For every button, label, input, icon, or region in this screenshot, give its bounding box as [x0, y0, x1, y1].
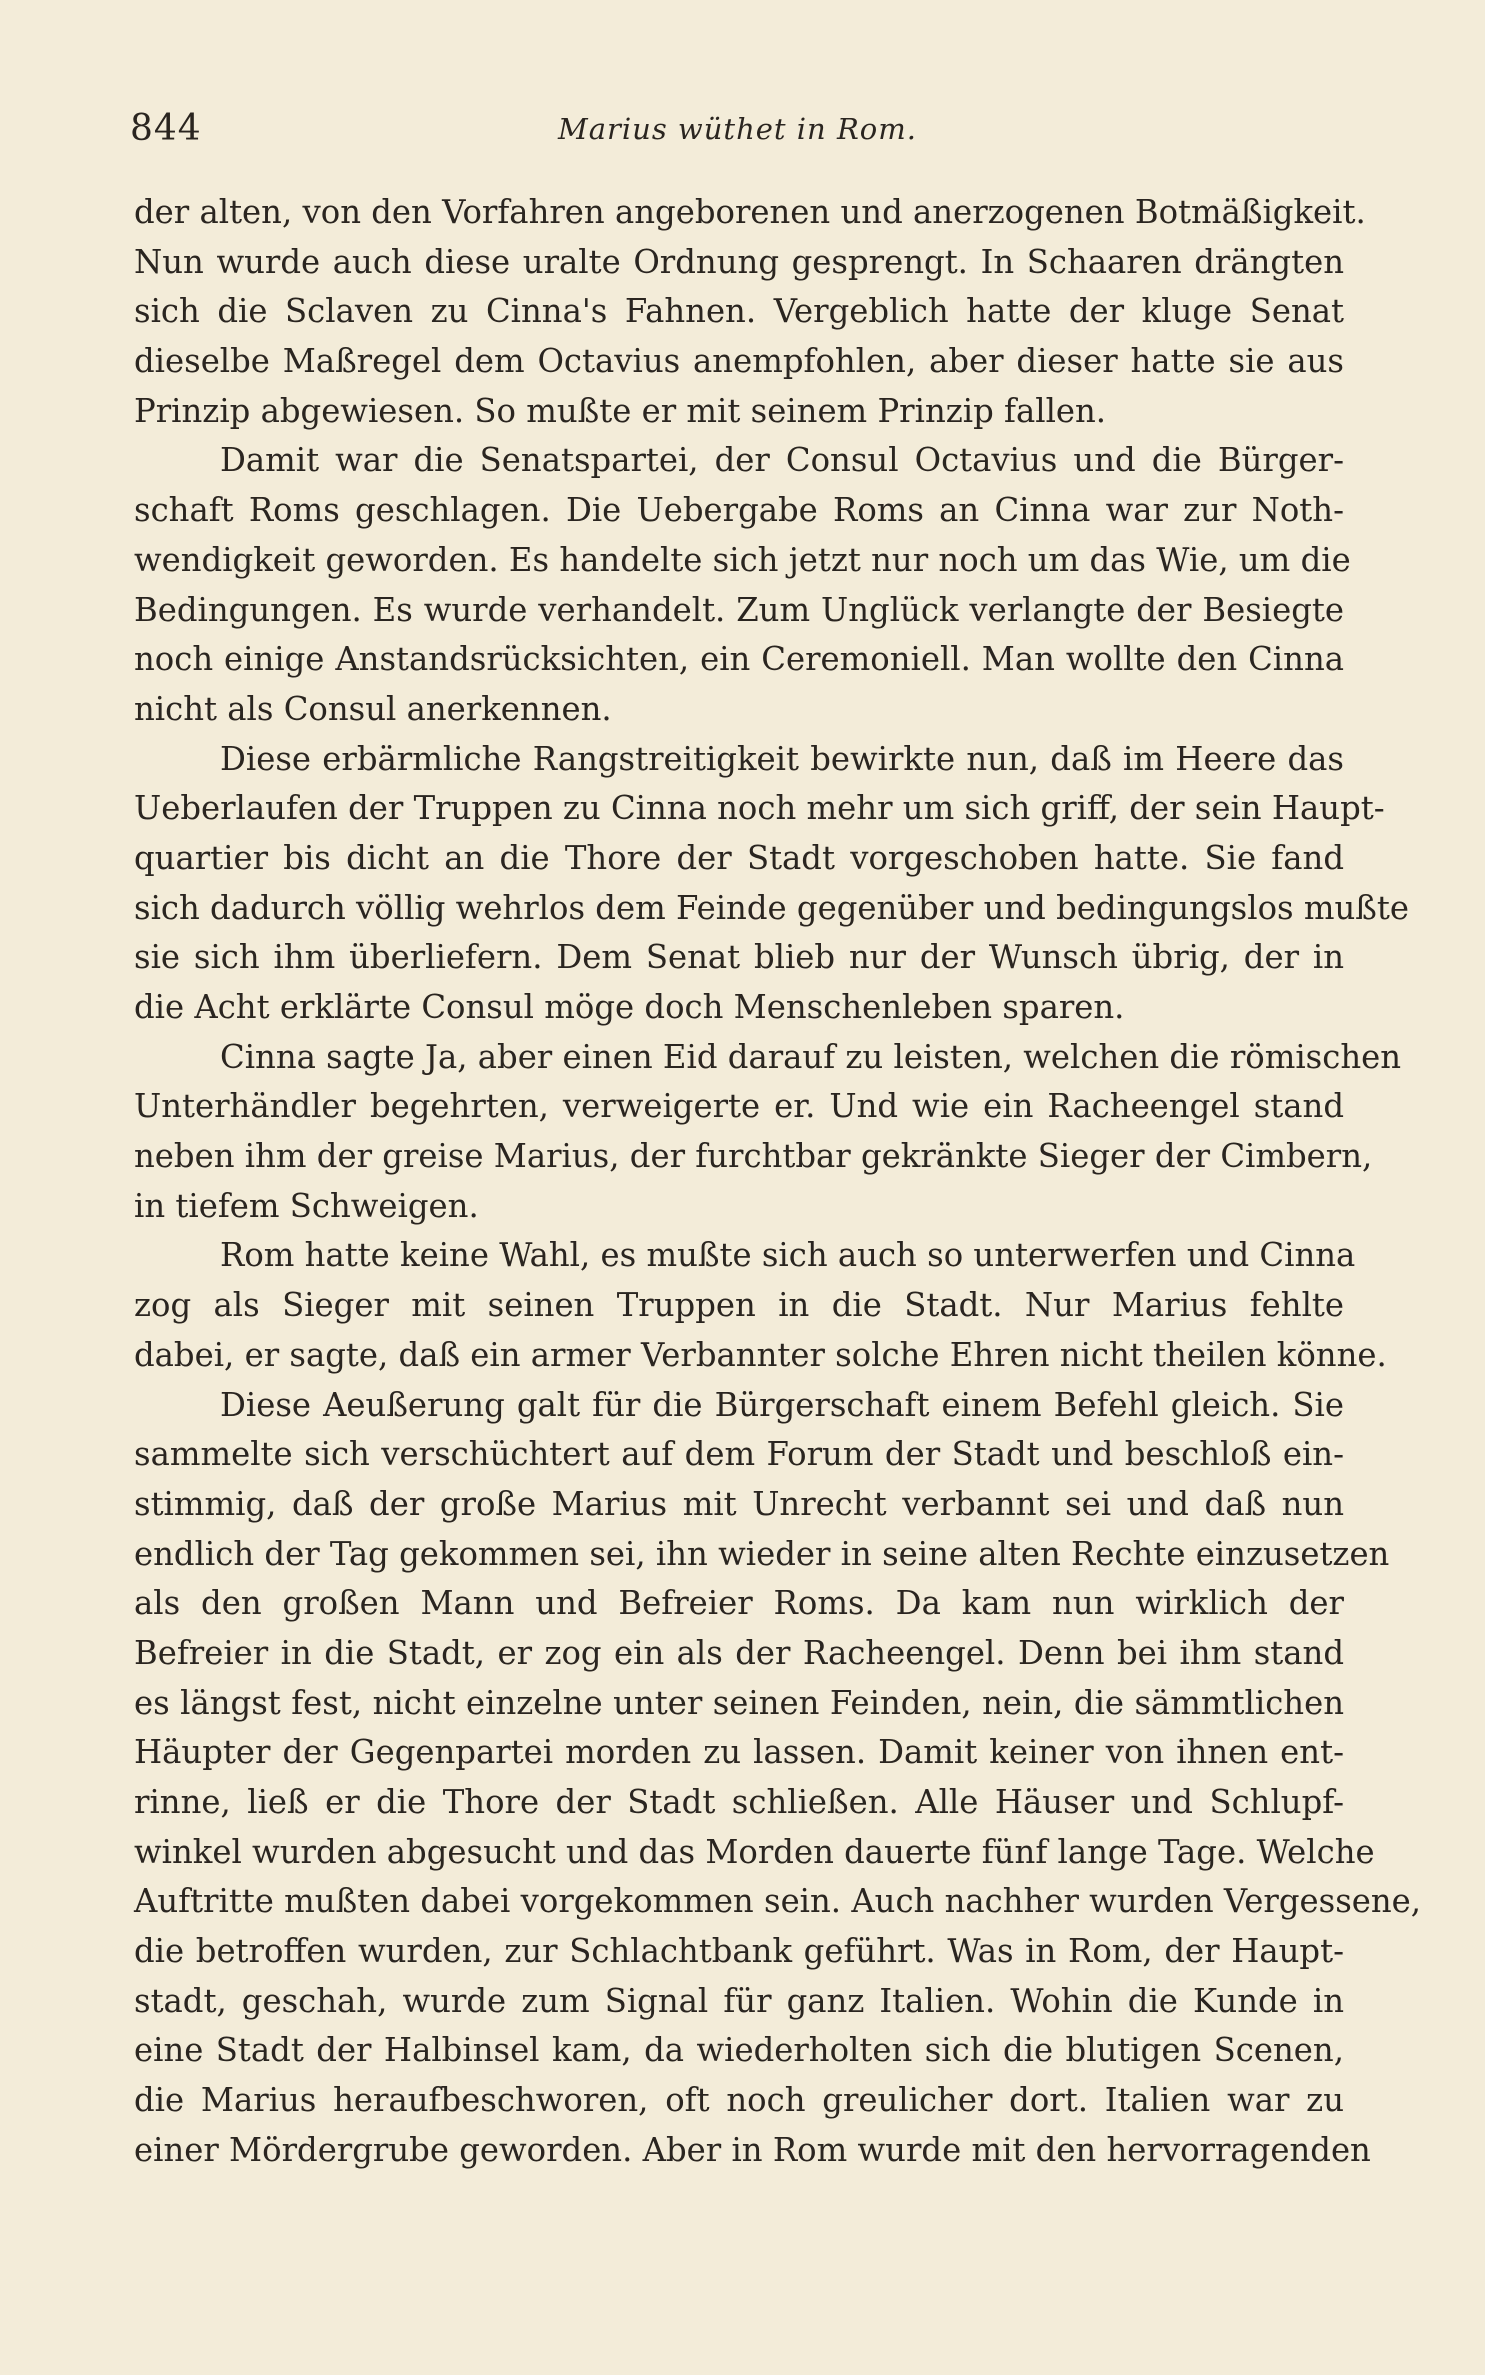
text-line: in tiefem Schweigen.	[134, 1186, 479, 1225]
text-line: als den großen Mann und Befreier Roms. Da kam nun wirklich der	[134, 1584, 1344, 1623]
text-line: schaft Roms geschlagen. Die Uebergabe Roms an Cinna war zur Noth-	[134, 491, 1344, 530]
text-line: Diese erbärmliche Rangstreitigkeit bewirkte nun, daß im Heere das	[220, 739, 1344, 778]
text-line: Auftritte mußten dabei vorgekommen sein. Auch nachher wurden Vergessene,	[134, 1882, 1422, 1921]
page-number: 844	[130, 108, 202, 149]
text-line: Nun wurde auch diese uralte Ordnung gesprengt. In Schaaren drängten	[134, 242, 1344, 281]
text-line: Rom hatte keine Wahl, es mußte sich auch so unterwerfen und Cinna	[220, 1236, 1356, 1275]
text-line: Damit war die Senatspartei, der Consul Octavius und die Bürger-	[220, 441, 1344, 480]
text-line: quartier bis dicht an die Thore der Stadt vorgeschoben hatte. Sie fand	[134, 838, 1344, 877]
text-line: rinne, ließ er die Thore der Stadt schließen. Alle Häuser und Schlupf-	[134, 1783, 1344, 1821]
text-line: Ueberlaufen der Truppen zu Cinna noch mehr um sich griff, der sein Haupt-	[134, 789, 1385, 828]
text-line: Cinna sagte Ja, aber einen Eid darauf zu leisten, welchen die römischen	[220, 1037, 1402, 1076]
text-line: Unterhändler begehrten, verweigerte er. Und wie ein Racheengel stand	[134, 1087, 1344, 1126]
running-title: Marius wüthet in Rom.	[558, 112, 917, 146]
text-line: eine Stadt der Halbinsel kam, da wiederholten sich die blutigen Scenen,	[134, 2031, 1344, 2070]
text-line: dieselbe Maßregel dem Octavius anempfohlen, aber dieser hatte sie aus	[134, 342, 1344, 381]
text-line: der alten, von den Vorfahren angeborenen und anerzogenen Botmäßigkeit.	[134, 193, 1366, 231]
text-line: Häupter der Gegenpartei morden zu lassen. Damit keiner von ihnen ent-	[134, 1733, 1344, 1772]
text-line: neben ihm der greise Marius, der furchtbar gekränkte Sieger der Cimbern,	[134, 1137, 1373, 1176]
text-line: sie sich ihm überliefern. Dem Senat blieb nur der Wunsch übrig, der in	[134, 938, 1344, 977]
text-line: stadt, geschah, wurde zum Signal für ganz Italien. Wohin die Kunde in	[134, 1981, 1344, 2020]
page-header	[130, 108, 1345, 158]
text-line: die betroffen wurden, zur Schlachtbank geführt. Was in Rom, der Haupt-	[134, 1932, 1344, 1971]
text-line: es längst fest, nicht einzelne unter seinen Feinden, nein, die sämmtlichen	[134, 1683, 1344, 1722]
text-line: wendigkeit geworden. Es handelte sich jetzt nur noch um das Wie, um die	[134, 540, 1351, 579]
text-line: einer Mördergrube geworden. Aber in Rom wurde mit den hervorragenden	[134, 2130, 1371, 2169]
text-line: sich dadurch völlig wehrlos dem Feinde gegenüber und bedingungslos mußte	[134, 888, 1409, 927]
text-line: Diese Aeußerung galt für die Bürgerschaft einem Befehl gleich. Sie	[220, 1385, 1344, 1424]
text-line: sich die Sclaven zu Cinna's Fahnen. Vergeblich hatte der kluge Senat	[134, 292, 1344, 331]
text-line: zog als Sieger mit seinen Truppen in die Stadt. Nur Marius fehlte	[134, 1286, 1344, 1325]
text-line: Bedingungen. Es wurde verhandelt. Zum Unglück verlangte der Besiegte	[134, 590, 1344, 629]
text-line: stimmig, daß der große Marius mit Unrecht verbannt sei und daß nun	[134, 1484, 1344, 1523]
text-line: die Marius heraufbeschworen, oft noch greulicher dort. Italien war zu	[134, 2081, 1344, 2120]
body-text	[134, 188, 1422, 2176]
text-line: winkel wurden abgesucht und das Morden dauerte fünf lange Tage. Welche	[134, 1832, 1375, 1871]
text-line: Befreier in die Stadt, er zog ein als der Racheengel. Denn bei ihm stand	[134, 1633, 1344, 1672]
text-line: dabei, er sagte, daß ein armer Verbannter solche Ehren nicht theilen könne.	[134, 1335, 1387, 1374]
text-line: die Acht erklärte Consul möge doch Menschenleben sparen.	[134, 988, 1125, 1026]
text-line: Prinzip abgewiesen. So mußte er mit seinem Prinzip fallen.	[134, 391, 1107, 430]
text-line: sammelte sich verschüchtert auf dem Forum der Stadt und beschloß ein-	[134, 1435, 1344, 1474]
text-line: endlich der Tag gekommen sei, ihn wieder in seine alten Rechte einzusetzen	[134, 1534, 1390, 1573]
text-line: nicht als Consul anerkennen.	[134, 689, 612, 728]
text-line: noch einige Anstandsrücksichten, ein Ceremoniell. Man wollte den Cinna	[134, 640, 1344, 679]
